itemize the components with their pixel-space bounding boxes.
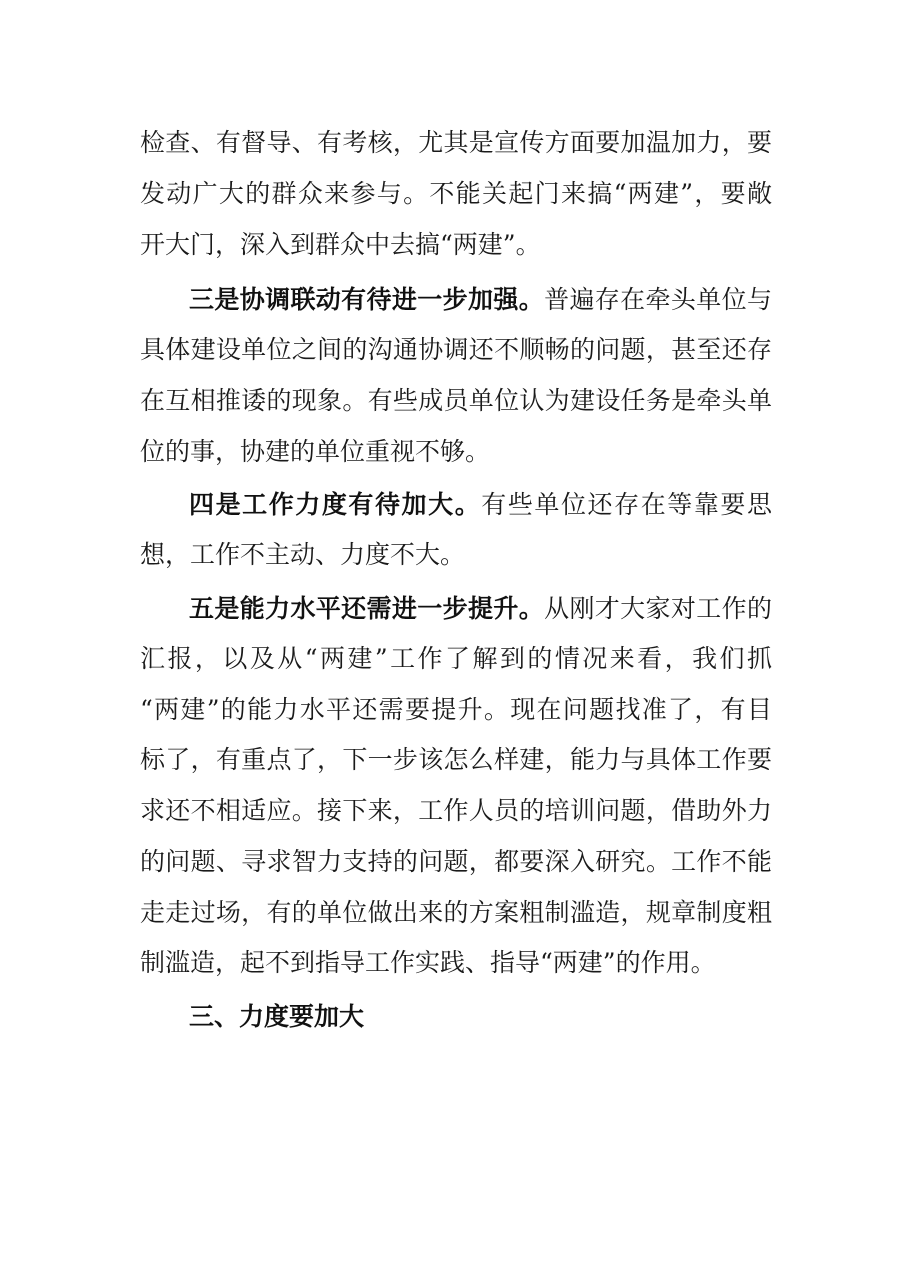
- paragraph-line: 开大门，深入到群众中去搞“两建”。: [140, 230, 541, 259]
- point-three-lead: 三是协调联动有待进一步加强。: [189, 285, 545, 314]
- point-four-first-line: [189, 485, 772, 525]
- paragraph-line: 走走过场，有的单位做出来的方案粗制滥造，规章制度粗: [140, 898, 772, 927]
- point-five-lead: 五是能力水平还需进一步提升。: [189, 594, 545, 623]
- point-three-text: 普遍存在牵头单位与: [544, 285, 772, 314]
- paragraph-line: “两建”的能力水平还需要提升。现在问题找准了，有目: [140, 695, 772, 724]
- paragraph-line: 制滥造，起不到指导工作实践、指导“两建”的作用。: [140, 948, 716, 977]
- paragraph-line: 求还不相适应。接下来，工作人员的培训问题，借助外力: [140, 796, 772, 825]
- paragraph-line: 发动广大的群众来参与。不能关起门来搞“两建”，要敞: [140, 179, 772, 208]
- paragraph-line: 的问题、寻求智力支持的问题，都要深入研究。工作不能: [140, 847, 772, 876]
- point-four-text: 有些单位还存在等靠要思: [481, 490, 772, 519]
- point-three-first-line: [189, 280, 772, 320]
- point-four-lead: 四是工作力度有待加大。: [189, 490, 482, 519]
- point-five-text: 从刚才大家对工作的: [544, 594, 772, 623]
- paragraph-line: 汇报，以及从“两建”工作了解到的情况来看，我们抓: [140, 644, 772, 673]
- paragraph-line: 具体建设单位之间的沟通协调还不顺畅的问题，甚至还存: [140, 335, 772, 364]
- paragraph-line: 标了，有重点了，下一步该怎么样建，能力与具体工作要: [140, 745, 772, 774]
- paragraph-line: 在互相推诿的现象。有些成员单位认为建设任务是牵头单: [140, 386, 772, 415]
- section-heading: 三、力度要加大: [189, 1002, 365, 1031]
- paragraph-line: 想，工作不主动、力度不大。: [140, 540, 466, 569]
- paragraph-line: 位的事，协建的单位重视不够。: [140, 437, 491, 466]
- point-five-first-line: [189, 589, 772, 629]
- paragraph-line: 检查、有督导、有考核，尤其是宣传方面要加温加力，要: [140, 128, 772, 157]
